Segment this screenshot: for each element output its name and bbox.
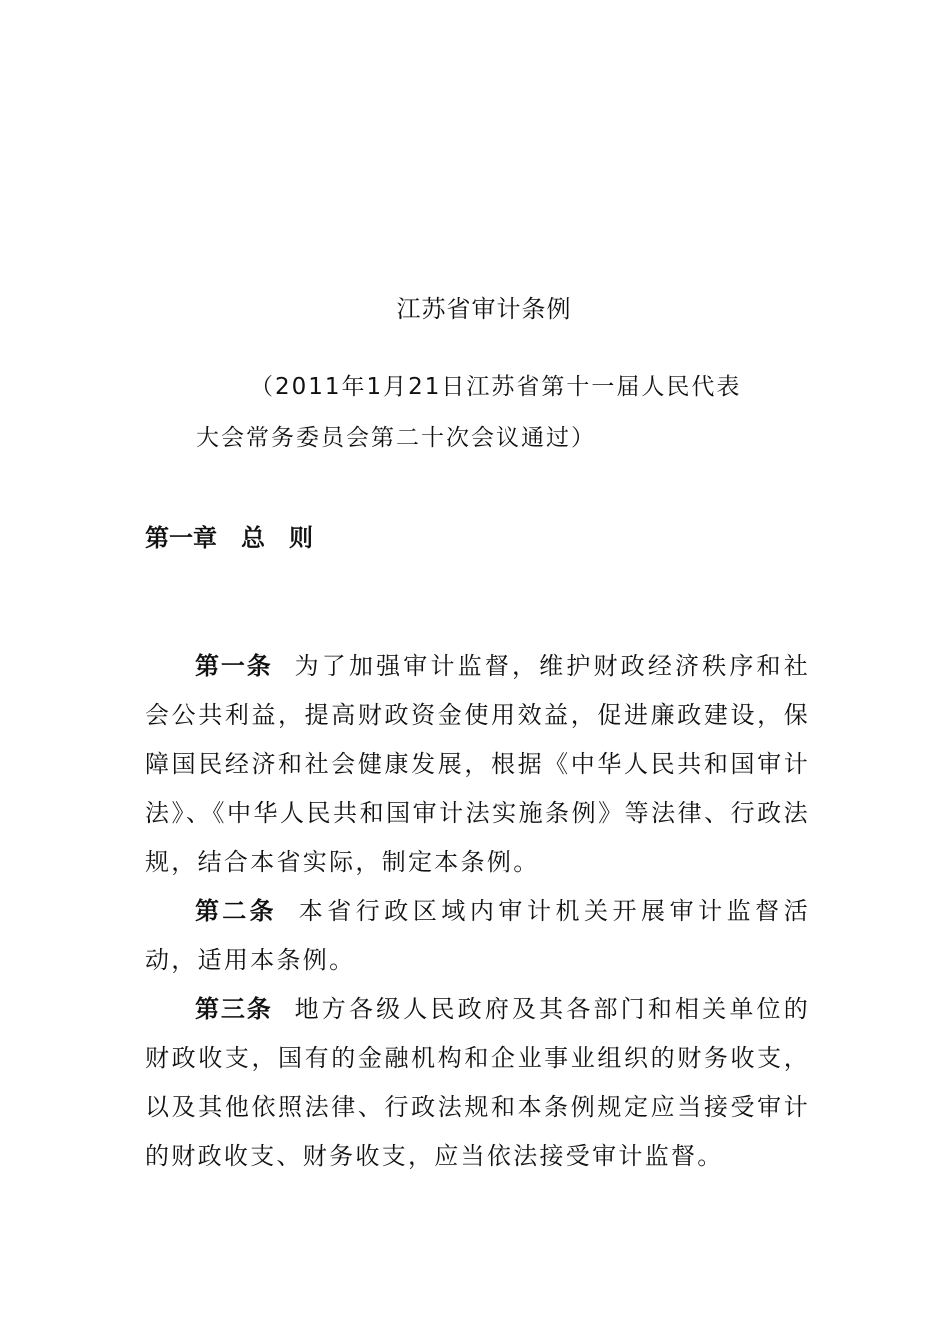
- adoption-note-line-2: 大会常务委员会第二十次会议通过）: [196, 425, 596, 451]
- article-1: [145, 642, 810, 887]
- adoption-note-line-1: （2011年1月21日江苏省第十一届人民代表: [250, 374, 742, 400]
- article-2: [145, 887, 810, 985]
- article-list: [145, 642, 810, 1181]
- article-3-label: 第三条: [195, 995, 273, 1023]
- chapter-heading: 第一章 总 则: [145, 524, 313, 552]
- article-3: [145, 985, 810, 1181]
- article-1-text: 为了加强审计监督，维护财政经济秩序和社会公共利益，提高财政资金使用效益，促进廉政建设，保障国民经济和社会健康发展，根据《中华人民共和国审计法》、《中华人民共和国审计法实施条例》等法律、行政法规，结合本省实际，制定本条例。: [145, 652, 811, 876]
- document-title: 江苏省审计条例: [396, 295, 572, 323]
- article-2-label: 第二条: [195, 897, 277, 925]
- article-1-label: 第一条: [195, 652, 273, 680]
- article-2-text: 本省行政区域内审计机关开展审计监督活动，适用本条例。: [145, 897, 811, 974]
- article-3-text: 地方各级人民政府及其各部门和相关单位的财政收支，国有的金融机构和企业事业组织的财务收支，以及其他依照法律、行政法规和本条例规定应当接受审计的财政收支、财务收支，应当依法接受审计监督。: [145, 995, 811, 1170]
